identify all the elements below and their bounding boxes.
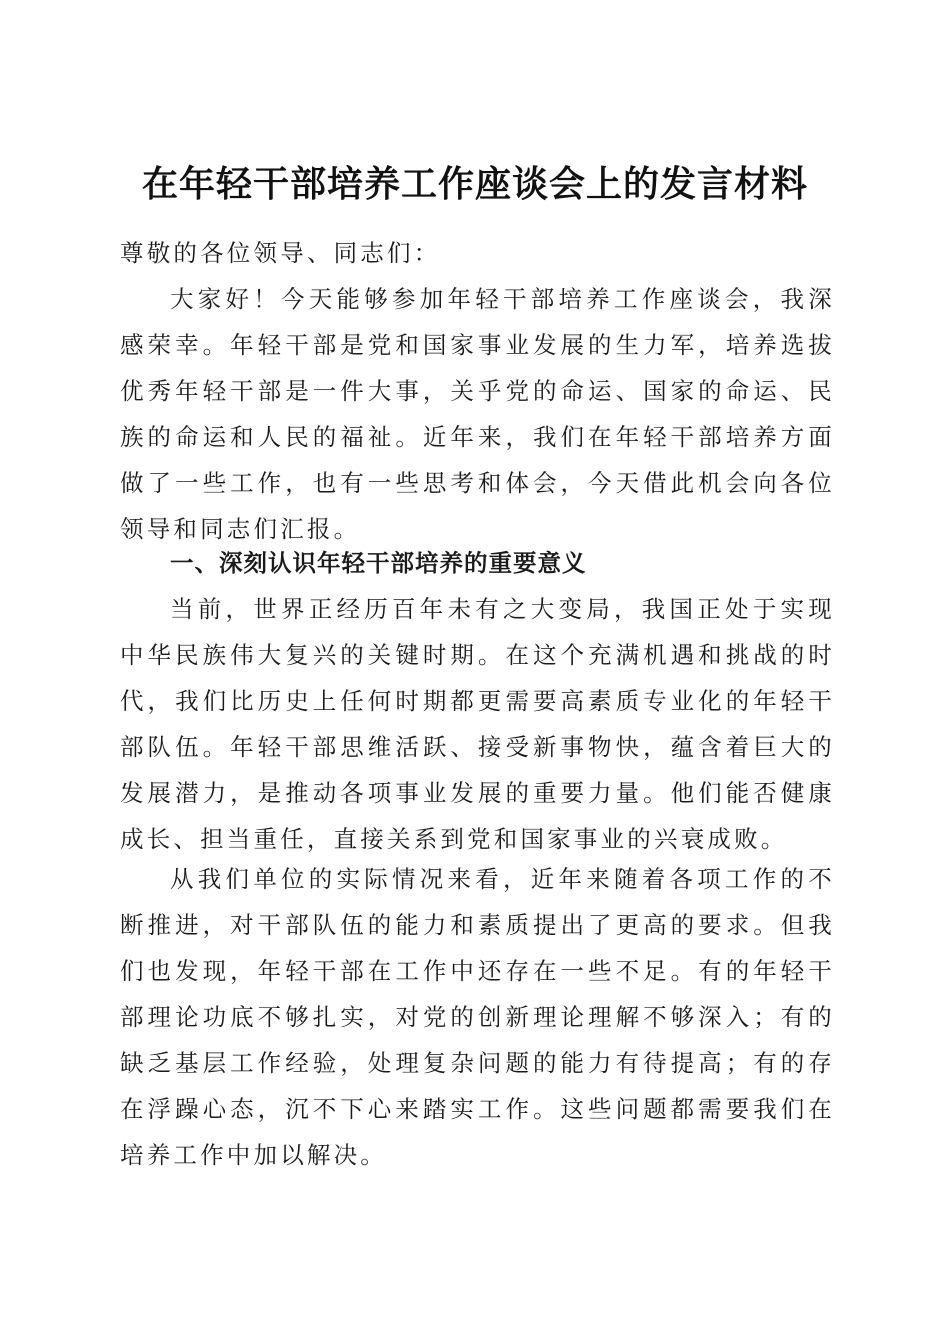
paragraph-intro: 大家好！今天能够参加年轻干部培养工作座谈会，我深感荣幸。年轻干部是党和国家事业发展的生力军，培养选拔优秀年轻干部是一件大事，关乎党的命运、国家的命运、民族的命运和人民的福祉。近年来，我们在年轻干部培养方面做了一些工作，也有一些思考和体会，今天借此机会向各位领导和同志们汇报。: [120, 285, 835, 543]
salutation: 尊敬的各位领导、同志们：: [120, 239, 441, 267]
section-heading-1: 一、深刻认识年轻干部培养的重要意义: [170, 549, 587, 577]
paragraph-significance: 当前，世界正经历百年未有之大变局，我国正处于实现中华民族伟大复兴的关键时期。在这个充满机遇和挑战的时代，我们比历史上任何时期都更需要高素质专业化的年轻干部队伍。年轻干部思维活跃、接受新事物快，蕴含着巨大的发展潜力，是推动各项事业发展的重要力量。他们能否健康成长、担当重任，直接关系到党和国家事业的兴衰成败。: [120, 595, 835, 853]
paragraph-current-situation: 从我们单位的实际情况来看，近年来随着各项工作的不断推进，对干部队伍的能力和素质提出了更高的要求。但我们也发现，年轻干部在工作中还存在一些不足。有的年轻干部理论功底不够扎实，对党的创新理论理解不够深入；有的缺乏基层工作经验，处理复杂问题的能力有待提高；有的存在浮躁心态，沉不下心来踏实工作。这些问题都需要我们在培养工作中加以解决。: [120, 865, 835, 1169]
document-title: 在年轻干部培养工作座谈会上的发言材料: [141, 163, 808, 206]
